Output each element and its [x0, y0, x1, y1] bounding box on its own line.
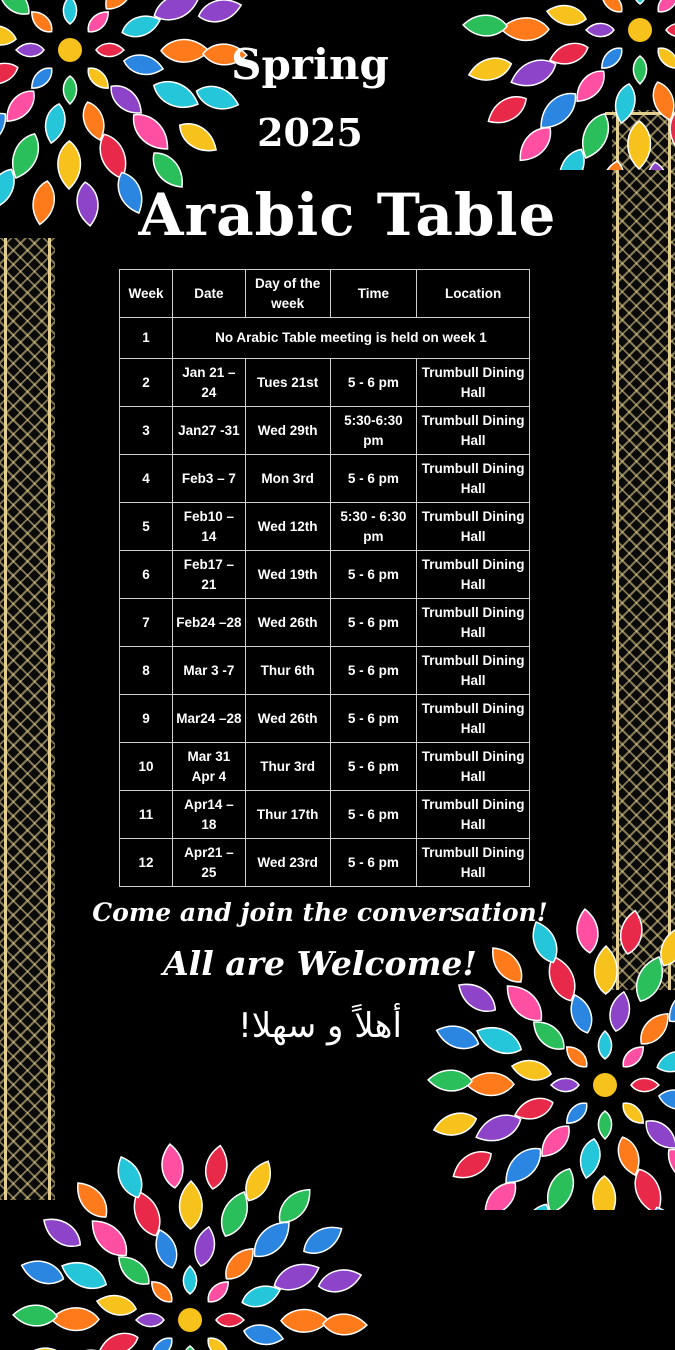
mandala-petal: [633, 0, 646, 4]
mandala-petal: [58, 1255, 111, 1294]
cell-location: Trumbull Dining Hall: [417, 455, 530, 503]
mandala-petal: [633, 56, 646, 84]
mandala-petal: [598, 1031, 611, 1059]
cell-date: Jan 21 – 24: [172, 359, 245, 407]
cell-location: Trumbull Dining Hall: [417, 791, 530, 839]
mandala-petal: [657, 1087, 675, 1113]
mandala-center: [628, 18, 652, 42]
right-border-ornament: [612, 110, 675, 990]
cell-time: 5 - 6 pm: [330, 791, 417, 839]
cell-week: 7: [120, 599, 173, 647]
mandala-petal: [147, 1334, 176, 1350]
mandala-petal: [204, 1277, 233, 1306]
cell-day: Wed 12th: [245, 503, 330, 551]
cell-week: 3: [120, 407, 173, 455]
cell-time: 5:30-6:30 pm: [330, 407, 417, 455]
table-row-note: [120, 318, 530, 359]
cell-week: 2: [120, 359, 173, 407]
cell-time: 5 - 6 pm: [330, 551, 417, 599]
arabic-greeting: أهلاً و سهلا!: [120, 1006, 520, 1046]
mandala-petal: [654, 0, 675, 16]
mandala-petal: [540, 1164, 579, 1210]
mandala-petal: [593, 1176, 616, 1210]
mandala-petal: [618, 909, 646, 956]
cell-time: 5 - 6 pm: [330, 647, 417, 695]
mandala-petal: [628, 121, 651, 169]
mandala-petal: [598, 1111, 611, 1139]
cell-date: Feb3 – 7: [172, 455, 245, 503]
mandala-petal: [563, 0, 605, 1]
mandala-petal: [577, 1137, 603, 1180]
cell-location: Trumbull Dining Hall: [417, 599, 530, 647]
mandala-petal: [113, 1250, 155, 1291]
mandala-petal: [97, 1329, 141, 1350]
mandala-petal: [216, 1313, 244, 1326]
mandala-petal: [269, 1345, 322, 1350]
cell-day: Wed 26th: [245, 695, 330, 743]
mandala-petal: [204, 1334, 233, 1350]
cell-time: 5 - 6 pm: [330, 743, 417, 791]
mandala-petal: [640, 1114, 675, 1155]
mandala-petal: [84, 1213, 134, 1263]
cell-day: Wed 19th: [245, 551, 330, 599]
table-row: [120, 599, 530, 647]
mandala-petal: [619, 1042, 648, 1071]
cell-day: Wed 29th: [245, 407, 330, 455]
cell-date: Jan27 -31: [172, 407, 245, 455]
cell-week: 5: [120, 503, 173, 551]
cell-location: Trumbull Dining Hall: [417, 407, 530, 455]
cell-day: Wed 26th: [245, 599, 330, 647]
cell-date: Apr14 – 18: [172, 791, 245, 839]
mandala-petal: [13, 1305, 58, 1327]
mandala-petal: [594, 946, 617, 994]
table-row: [120, 407, 530, 455]
header-location: Location: [417, 270, 530, 318]
mandala-petal: [183, 1266, 196, 1294]
mandala-petal: [299, 1220, 347, 1260]
cell-location: Trumbull Dining Hall: [417, 743, 530, 791]
mandala-petal: [18, 1255, 66, 1288]
table-row: [120, 647, 530, 695]
cell-day: Thur 17th: [245, 791, 330, 839]
mandala-petal: [136, 1313, 164, 1326]
mandala-petal: [666, 23, 675, 36]
mandala-petal: [51, 1308, 99, 1331]
cell-time: 5 - 6 pm: [330, 695, 417, 743]
cell-time: 5 - 6 pm: [330, 359, 417, 407]
table-row: [120, 791, 530, 839]
mandala-petal: [203, 1144, 231, 1191]
cell-week: 1: [120, 318, 173, 359]
cell-week: 4: [120, 455, 173, 503]
mandala-petal: [645, 161, 671, 170]
mandala-petal: [38, 1212, 86, 1254]
mandala-petal: [179, 1181, 202, 1229]
mandala-petal: [428, 1070, 473, 1092]
cell-location: Trumbull Dining Hall: [417, 359, 530, 407]
cell-date: Mar 3 -7: [172, 647, 245, 695]
mandala-petal: [551, 1078, 579, 1091]
invite-text: Come and join the conversation!: [60, 898, 580, 927]
mandala-petal: [654, 1046, 675, 1077]
mandala-petal: [510, 1057, 553, 1083]
mandala-petal: [147, 1277, 176, 1306]
mandala-petal: [281, 1309, 329, 1332]
title-season: Spring: [0, 38, 620, 92]
mandala-petal: [535, 1120, 576, 1162]
mandala-petal: [431, 1109, 479, 1140]
cell-week: 10: [120, 743, 173, 791]
mandala-center: [178, 1308, 202, 1332]
mandala-petal: [75, 181, 101, 227]
cell-day: Mon 3rd: [245, 455, 330, 503]
cell-date: Feb10 – 14: [172, 503, 245, 551]
mandala-petal: [607, 990, 633, 1033]
schedule-table: [119, 269, 530, 887]
mandala-petal: [448, 1145, 496, 1185]
mandala-petal: [562, 1099, 591, 1128]
cell-time: 5 - 6 pm: [330, 455, 417, 503]
mandala-petal: [597, 0, 626, 16]
cell-time: 5:30 - 6:30 pm: [330, 503, 417, 551]
cell-date: Mar24 –28: [172, 695, 245, 743]
cell-date: Mar 31 Apr 4: [172, 743, 245, 791]
title-year: 2025: [0, 110, 620, 156]
mandala-petal: [242, 1322, 285, 1348]
mandala-petal: [600, 159, 628, 170]
mandala-petal: [463, 15, 508, 37]
page-title: Arabic Table: [120, 182, 575, 248]
cell-location: Trumbull Dining Hall: [417, 839, 530, 887]
mandala-petal: [272, 1183, 317, 1229]
table-header-row: [120, 270, 530, 318]
mandala-petal: [323, 1313, 368, 1335]
table-row: [120, 839, 530, 887]
mandala-petal: [654, 44, 675, 73]
cell-day: Thur 6th: [245, 647, 330, 695]
mandala-petal: [466, 1073, 514, 1096]
mandala-petal: [16, 1344, 64, 1350]
mandala-petal: [160, 1143, 186, 1189]
cell-time: 5 - 6 pm: [330, 599, 417, 647]
cell-day: Tues 21st: [245, 359, 330, 407]
cell-week: 11: [120, 791, 173, 839]
mandala-petal: [183, 1346, 196, 1350]
header-week: Week: [120, 270, 173, 318]
cell-location: Trumbull Dining Hall: [417, 503, 530, 551]
header-day: Day of the week: [245, 270, 330, 318]
mandala-petal: [84, 7, 113, 36]
mandala-petal: [562, 1042, 591, 1071]
cell-location: Trumbull Dining Hall: [417, 647, 530, 695]
mandala-petal: [31, 0, 62, 1]
mandala-petal: [661, 1142, 675, 1192]
cell-location: Trumbull Dining Hall: [417, 695, 530, 743]
header-date: Date: [172, 270, 245, 318]
mandala-petal: [316, 1265, 364, 1296]
mandala-petal: [545, 2, 588, 28]
welcome-text: All are Welcome!: [60, 944, 580, 983]
mandala-petal: [649, 79, 675, 123]
cell-day: Wed 23rd: [245, 839, 330, 887]
mandala-petal: [196, 0, 244, 26]
mandala-petal: [619, 1099, 648, 1128]
mandala-petal: [634, 1008, 675, 1050]
table-row: [120, 503, 530, 551]
cell-date: Apr21 – 25: [172, 839, 245, 887]
mandala-center: [593, 1073, 617, 1097]
table-row: [120, 743, 530, 791]
mandala-petal: [95, 1292, 138, 1318]
cell-day: Thur 3rd: [245, 743, 330, 791]
cell-date: Feb17 – 21: [172, 551, 245, 599]
cell-week: 8: [120, 647, 173, 695]
header-time: Time: [330, 270, 417, 318]
mandala-bottom-left: [0, 1050, 420, 1350]
mandala-petal: [63, 0, 76, 24]
cell-note: No Arabic Table meeting is held on week 1: [172, 318, 529, 359]
mandala-petal: [528, 1015, 570, 1056]
mandala-petal: [0, 0, 35, 21]
cell-date: Feb24 –28: [172, 599, 245, 647]
cell-week: 6: [120, 551, 173, 599]
mandala-petal: [586, 23, 614, 36]
table-row: [120, 455, 530, 503]
mandala-petal: [27, 7, 56, 36]
mandala-petal: [30, 179, 58, 226]
cell-week: 9: [120, 695, 173, 743]
mandala-petal: [631, 1078, 659, 1091]
mandala-petal: [508, 0, 561, 5]
table-row: [120, 359, 530, 407]
cell-week: 12: [120, 839, 173, 887]
cell-location: Trumbull Dining Hall: [417, 551, 530, 599]
cell-time: 5 - 6 pm: [330, 839, 417, 887]
table-row: [120, 695, 530, 743]
mandala-petal: [219, 1243, 260, 1285]
mandala-petal: [192, 1225, 218, 1268]
table-row: [120, 551, 530, 599]
